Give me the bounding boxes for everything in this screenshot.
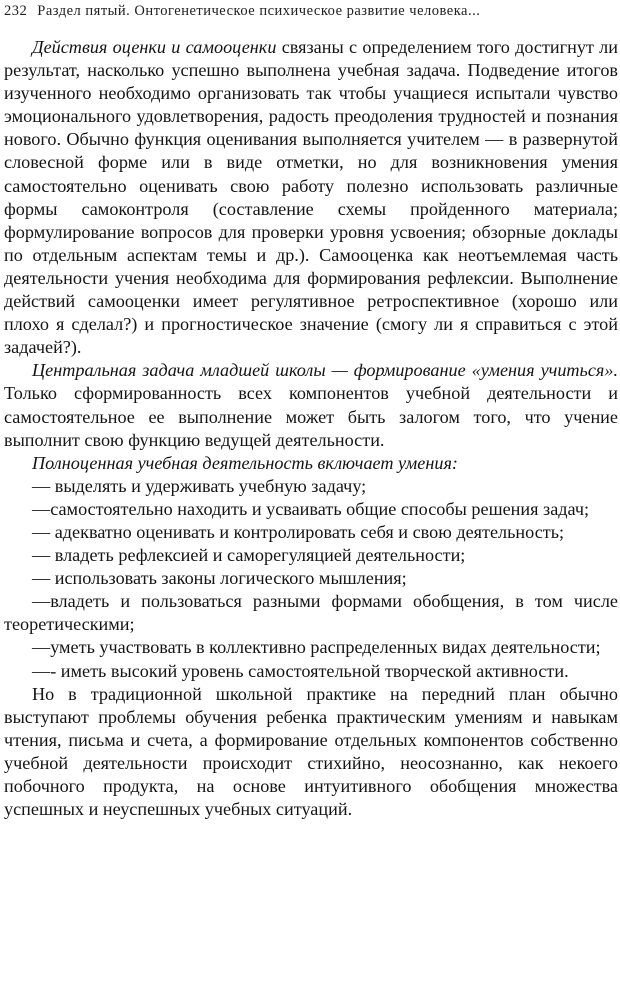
paragraph-assessment: Действия оценки и самооценки связаны с определением того достигнут ли результат, насколько успешно выполнена учебная задача. Подведение итогов изученного необходимо организовать так чтобы учащиеся испытали чувство эмоционального удовлетворения, радость преодоления трудностей и познания нового. Обычно функция оценивания выполняется учителем — в развернутой словесной форме или в виде отметки, но для возникновения умения самостоятельно оценивать свою работу полезно использовать различные формы самоконтроля (составление схемы пройденного материала; формулирование вопросов для проверки уровня усвоения; обзорные доклады по отдельным аспектам темы и др.). Самооценка как неотъемлемая часть деятельности учения необходима для формирования рефлексии. Выполнение действий самооценки имеет регулятивное ретроспективное (хорошо или плохо я сделал?) и прогностическое значение (смогу ли я справиться с этой задачей?). [4,37,618,358]
list-item: — адекватно оценивать и контролировать себя и свою деятельность; [32,521,565,542]
list-item: — владеть рефлексией и саморегуляцией деятельности; [32,545,466,566]
list-item: — использовать законы логического мышления; [32,568,407,589]
term-assessment: Действия оценки и самооценки [32,37,277,57]
list-item: —самостоятельно находить и усваивать общие способы решения задач; [32,498,590,519]
term-central-task: Центральная задача младшей школы — формирование «умения учиться». [32,360,618,381]
paragraph-closing: Но в традиционной школьной практике на передний план обычно выступают проблемы обучения ребенка практическим умениям и навыкам чтения, письма и счета, а формирование отдельных компонентов собственно учебной деятельности происходит стихийно, неосознанно, как некоего побочного продукта, на основе интуитивного обобщения множества успешных и неуспешных учебных ситуаций. [4,683,618,820]
running-header [4,0,616,24]
body-text [4,36,618,821]
page-number: 232 [4,3,28,19]
list-item: —- иметь высокий уровень самостоятельной творческой активности. [32,660,569,681]
list-item: — выделять и удерживать учебную задачу; [32,475,367,496]
list-item: —владеть и пользоваться разными формами обобщения, в том числе теоретическими; [4,591,618,635]
running-title: Раздел пятый. Онтогенетическое психическое развитие человека... [37,3,481,19]
paragraph-skills-intro [4,452,618,475]
paragraph-central-task: Центральная задача младшей школы — формирование «умения учиться». Только сформированность всех компонентов учебной деятельности и самостоятельное ее выполнение может быть залогом того, что учение выполнит свою функцию ведущей деятельности. [4,360,618,450]
term-full-activity: Полноценная учебная деятельность включает умения: [32,452,458,473]
list-item: —уметь участвовать в коллективно распределенных видах деятельности; [32,637,601,658]
